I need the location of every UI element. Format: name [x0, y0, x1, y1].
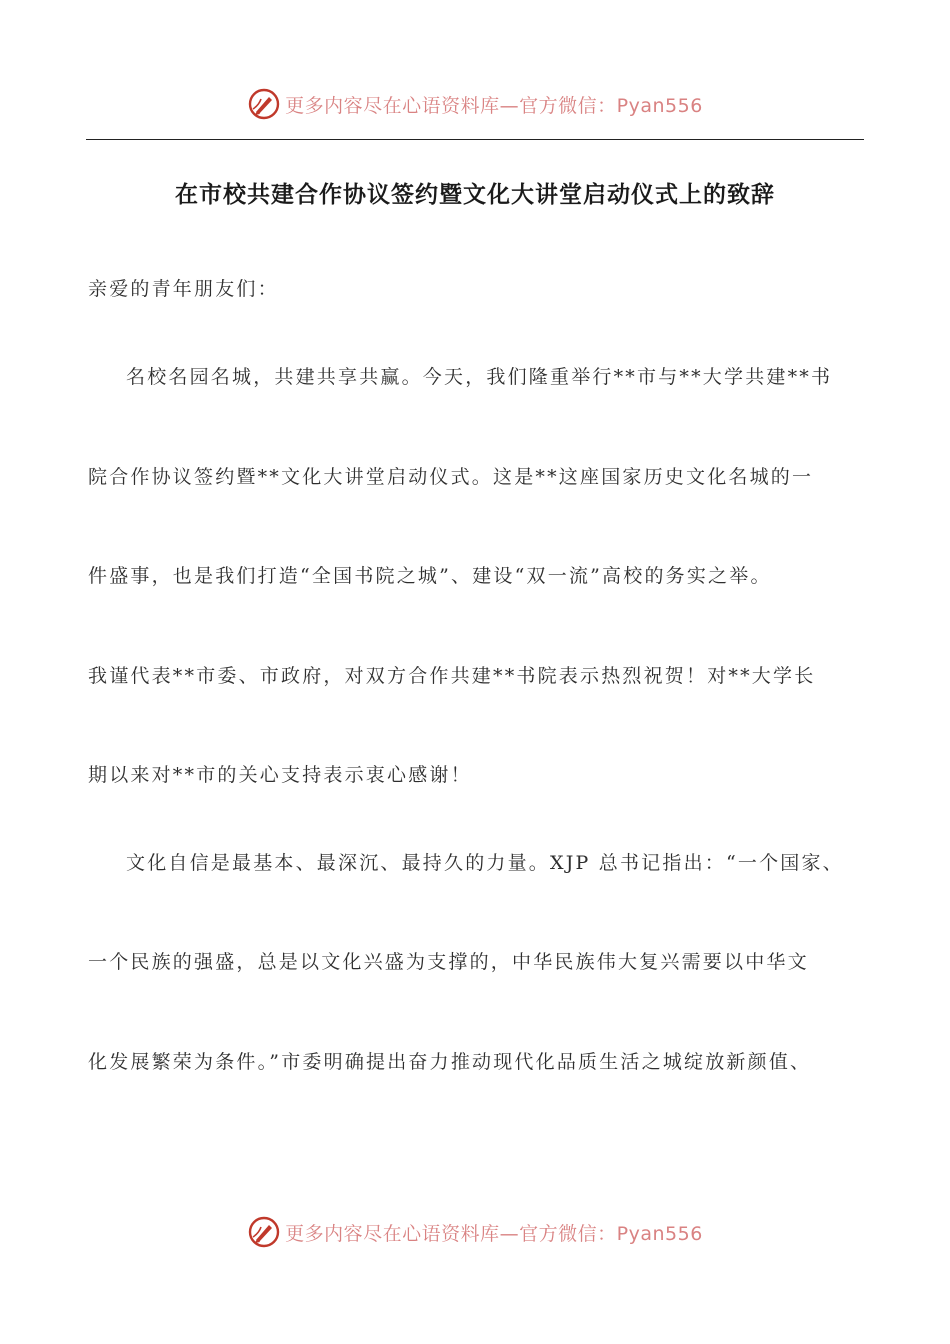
document-title: 在市校共建合作协议签约暨文化大讲堂启动仪式上的致辞	[175, 182, 775, 208]
pen-logo-icon	[247, 87, 281, 121]
header-banner-text: 更多内容尽在心语资料库—官方微信：Pyan556	[285, 94, 703, 117]
pen-logo-icon	[247, 1215, 281, 1249]
body-line-3: 件盛事，也是我们打造“全国书院之城”、建设“双一流”高校的务实之举。	[88, 565, 772, 587]
body-line-8: 化发展繁荣为条件。”市委明确提出奋力推动现代化品质生活之城绽放新颜值、	[88, 1051, 812, 1073]
body-line-1: 名校名园名城，共建共享共赢。今天，我们隆重举行**市与**大学共建**书	[126, 366, 833, 388]
footer-banner	[0, 1212, 950, 1252]
body-line-6: 文化自信是最基本、最深沉、最持久的力量。XJP 总书记指出：“一个国家、	[126, 852, 844, 874]
header-divider	[86, 139, 864, 140]
body-line-4: 我谨代表**市委、市政府，对双方合作共建**书院表示热烈祝贺！对**大学长	[88, 665, 816, 687]
header-banner	[0, 84, 950, 124]
footer-banner-text: 更多内容尽在心语资料库—官方微信：Pyan556	[285, 1222, 703, 1245]
body-line-7: 一个民族的强盛，总是以文化兴盛为支撑的，中华民族伟大复兴需要以中华文	[88, 951, 809, 973]
body-line-2: 院合作协议签约暨**文化大讲堂启动仪式。这是**这座国家历史文化名城的一	[88, 466, 814, 488]
body-line-5: 期以来对**市的关心支持表示衷心感谢！	[88, 764, 472, 786]
salutation: 亲爱的青年朋友们：	[88, 278, 279, 300]
